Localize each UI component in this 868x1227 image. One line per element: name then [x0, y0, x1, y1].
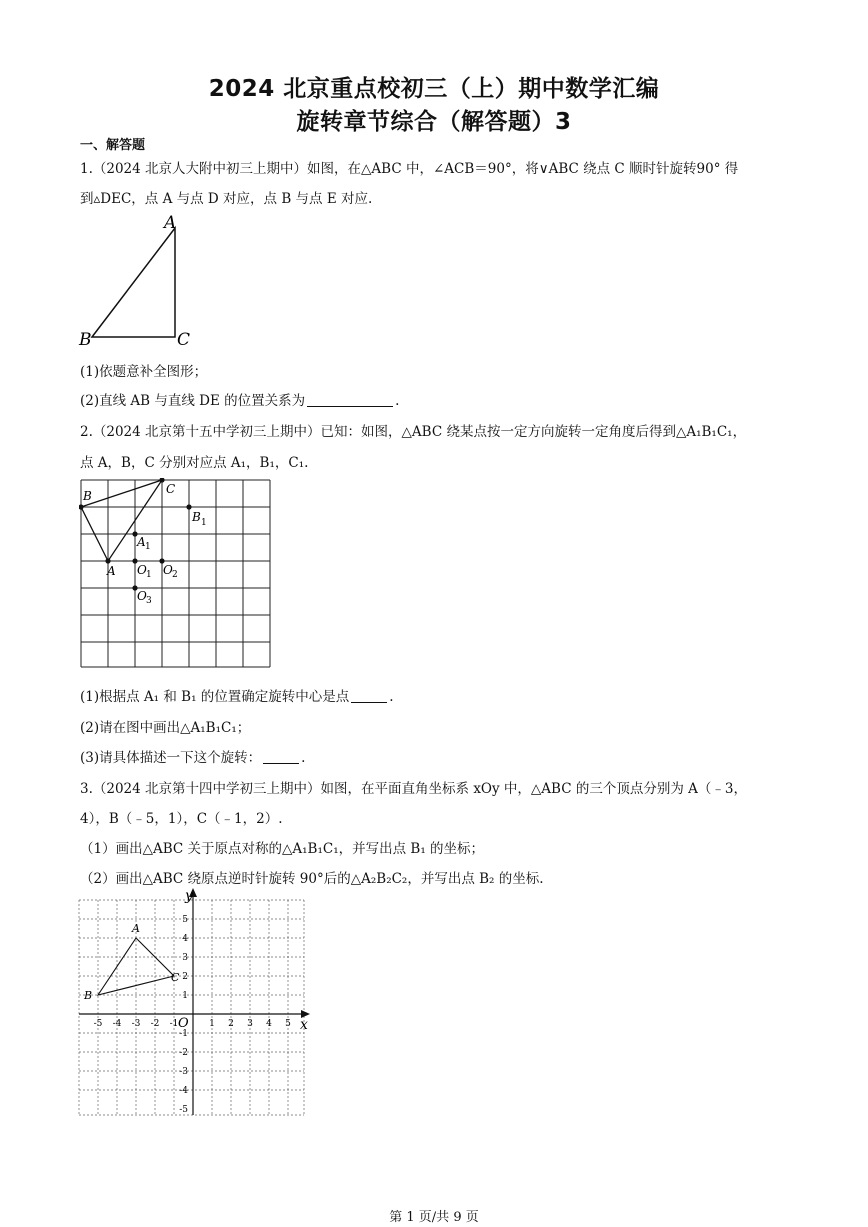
- q2-grid-figure: [79, 478, 274, 673]
- q2-label-o1-sub: 1: [146, 570, 152, 580]
- q2-label-b1: B: [192, 510, 201, 524]
- q2-sub3: (3)请具体描述一下这个旋转： .: [80, 750, 306, 766]
- q1-figure: [75, 210, 205, 350]
- q3-ytick-1: 1: [182, 991, 188, 1001]
- q3-triangle-abc: [98, 938, 174, 995]
- q3-ytick-2: 2: [182, 972, 188, 982]
- q3-xtick-neg2: -2: [150, 1019, 160, 1029]
- q2-label-c: C: [166, 482, 176, 496]
- q2-answer-blank-1[interactable]: [351, 690, 387, 703]
- q3-xtick-1: 1: [209, 1019, 215, 1029]
- q2-label-b1-sub: 1: [201, 518, 207, 528]
- q3-xtick-3: 3: [247, 1019, 253, 1029]
- q2-label-a1-sub: 1: [145, 542, 151, 552]
- q2-point-b: [79, 504, 84, 509]
- page-subtitle: 旋转章节综合（解答题）3: [296, 109, 572, 135]
- q3-ytick-neg4: -4: [179, 1086, 188, 1096]
- q2-label-o1: O: [137, 563, 147, 577]
- q1-stem-line1: 1.（2024 北京人大附中初三上期中）如图，在△ABC 中，∠ACB＝90°，将∨ABC 绕点 C 顺时针旋转90° 得: [80, 161, 739, 177]
- q3-sub2: （2）画出△ABC 绕原点逆时针旋转 90°后的△A₂B₂C₂，并写出点 B₂ 的坐标.: [80, 871, 544, 887]
- q3-x-label: x: [300, 1017, 308, 1033]
- q2-point-a: [105, 558, 110, 563]
- q1-sub2: (2)直线 AB 与直线 DE 的位置关系为 .: [80, 393, 400, 409]
- q3-origin-label: O: [178, 1016, 189, 1031]
- q1-answer-blank[interactable]: [307, 394, 393, 407]
- q2-sub1: (1)根据点 A₁ 和 B₁ 的位置确定旋转中心是点 .: [80, 689, 394, 705]
- q1-stem-line2: 到▵DEC，点 A 与点 D 对应，点 B 与点 E 对应.: [80, 191, 373, 207]
- q3-label-a: A: [132, 922, 140, 935]
- q3-xtick-4: 4: [266, 1019, 272, 1029]
- q3-xtick-neg5: -5: [93, 1019, 103, 1029]
- q3-ytick-neg2: -2: [179, 1048, 188, 1058]
- q2-label-o3: O: [137, 589, 147, 603]
- q3-xtick-neg3: -3: [131, 1019, 141, 1029]
- q3-stem-line1: 3.（2024 北京第十四中学初三上期中）如图，在平面直角坐标系 xOy 中，△ABC 的三个顶点分别为 A（﹣3，: [80, 781, 747, 797]
- q2-label-a1: A: [137, 535, 146, 549]
- q3-xtick-2: 2: [228, 1019, 234, 1029]
- q3-xtick-neg4: -4: [112, 1019, 122, 1029]
- q2-sub2: (2)请在图中画出△A₁B₁C₁；: [80, 720, 251, 736]
- section-heading: 一、解答题: [80, 138, 146, 153]
- q2-stem-line2: 点 A，B，C 分别对应点 A₁，B₁，C₁.: [80, 455, 309, 471]
- q2-label-o2-sub: 2: [172, 570, 178, 580]
- q3-label-c: C: [171, 971, 180, 984]
- q2-answer-blank-3[interactable]: [263, 751, 299, 764]
- q2-label-o3-sub: 3: [146, 596, 152, 606]
- q3-ytick-4: 4: [182, 934, 188, 944]
- q2-label-a: A: [107, 564, 116, 578]
- q3-ytick-5: 5: [182, 915, 188, 925]
- q2-label-b: B: [83, 489, 92, 503]
- q3-ytick-3: 3: [182, 953, 188, 963]
- q3-coordinate-figure: [76, 886, 316, 1121]
- q3-sub1: （1）画出△ABC 关于原点对称的△A₁B₁C₁，并写出点 B₁ 的坐标；: [80, 841, 485, 857]
- q1-triangle-abc: [92, 228, 175, 337]
- q3-ytick-neg1: -1: [179, 1029, 188, 1039]
- q1-sub1: (1)依题意补全图形；: [80, 364, 208, 380]
- q2-stem-line1: 2.（2024 北京第十五中学初三上期中）已知：如图，△ABC 绕某点按一定方向旋转一定角度后得到△A₁B₁C₁，: [80, 424, 747, 440]
- page-title: 2024 北京重点校初三（上）期中数学汇编: [208, 76, 660, 102]
- q3-y-label: y: [185, 888, 193, 904]
- q3-ytick-neg5: -5: [179, 1105, 188, 1115]
- q3-stem-line2: 4），B（﹣5，1），C（﹣1，2）.: [80, 811, 283, 827]
- q2-label-o2: O: [163, 563, 173, 577]
- page-footer: 第 1 页/共 9 页: [389, 1210, 479, 1225]
- q3-ytick-neg3: -3: [179, 1067, 188, 1077]
- q3-xtick-neg1: -1: [169, 1019, 179, 1029]
- q3-label-b: B: [84, 989, 93, 1002]
- q1-label-a: A: [164, 213, 177, 233]
- q1-label-b: B: [79, 330, 92, 350]
- q1-label-c: C: [177, 330, 191, 350]
- q3-xtick-5: 5: [285, 1019, 291, 1029]
- q2-point-b1: [186, 504, 191, 509]
